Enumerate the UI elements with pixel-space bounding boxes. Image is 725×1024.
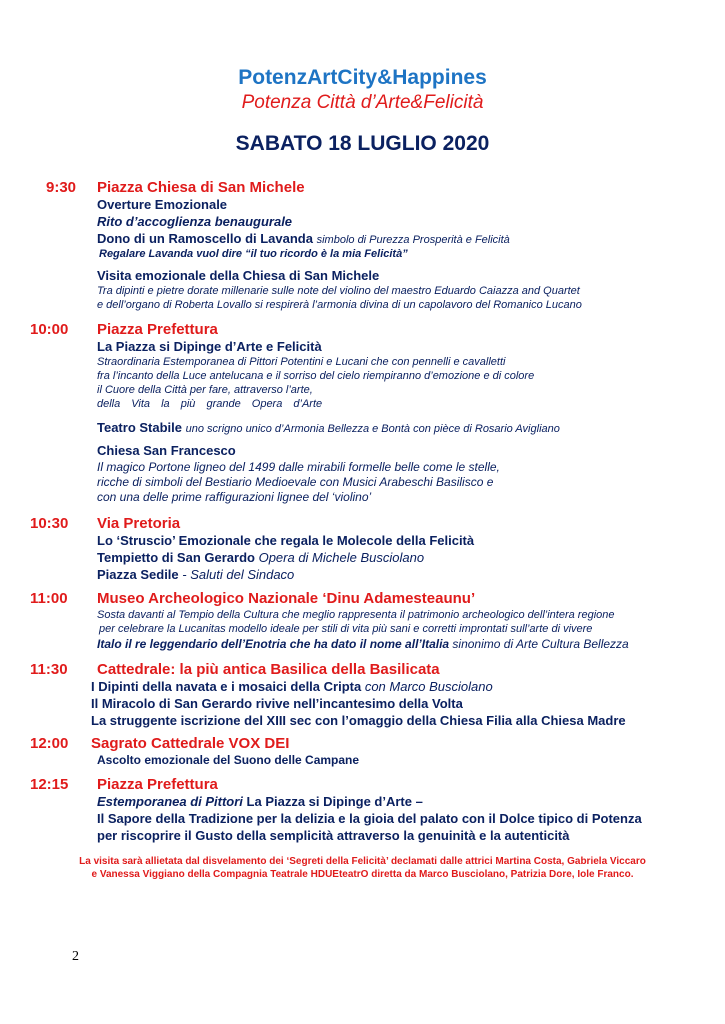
time-1200: 12:00: [30, 735, 69, 752]
line-1130-3: La struggente iscrizione del XIII sec con l’omaggio della Chiesa Filia alla Chiesa Madre: [91, 713, 626, 728]
line-930-3: Dono di un Ramoscello di Lavanda simbolo di Purezza Prosperità e Felicità: [97, 231, 510, 246]
line-1215-1: [97, 794, 423, 809]
line-1130-1-desc: con Marco Busciolano: [364, 679, 493, 694]
time-1030: 10:30: [30, 515, 69, 532]
line-1000-1: La Piazza si Dipinge d’Arte e Felicità: [97, 339, 322, 354]
line-930-5: Visita emozionale della Chiesa di San Michele: [97, 268, 380, 283]
line-1030-2: Tempietto di San Gerardo Opera di Michele Busciolano: [97, 550, 425, 565]
line-1000-3: fra l’incanto della Luce antelucana e il sorriso del cielo riempiranno d’emozione e di colore: [97, 370, 535, 382]
line-1030-1: Lo ‘Struscio’ Emozionale che regala le Molecole della Felicità: [97, 533, 475, 548]
page-title: PotenzArtCity&Happines: [238, 66, 487, 89]
place-930: Piazza Chiesa di San Michele: [97, 179, 305, 196]
time-1000: 10:00: [30, 321, 69, 338]
line-1215-2: Il Sapore della Tradizione per la delizia e la gioia del palato con il Dolce tipico di Potenza: [97, 811, 642, 826]
line-930-3-desc: simbolo di Purezza Prosperità e Felicità: [316, 234, 510, 246]
line-930-1: Overture Emozionale: [97, 197, 228, 212]
footer-line-1: La visita sarà allietata dal disvelamento dei ‘Segreti della Felicità’ declamati dalle attrici Martina Costa, Gabriela Viccaro: [79, 856, 646, 867]
line-1130-2: Il Miracolo di San Gerardo rivive nell’incantesimo della Volta: [91, 696, 463, 711]
place-1000: Piazza Prefettura: [97, 321, 218, 338]
line-1000-5: della Vita la più grande Opera d’Arte: [97, 398, 323, 410]
line-930-6: Tra dipinti e pietre dorate millenarie sulle note del violino del maestro Eduardo Caiazza and Quartet: [97, 285, 580, 297]
line-1000-7: Chiesa San Francesco: [97, 443, 236, 458]
place-1215: Piazza Prefettura: [97, 776, 218, 793]
line-1100-2: per celebrare la Lucanitas modello ideale per stili di vita più sani e corretti improntati sull’arte di vivere: [99, 623, 593, 635]
place-1130: Cattedrale: la più antica Basilica della Basilicata: [97, 661, 440, 678]
line-1100-3: Italo il re leggendario dell’Enotria che ha dato il nome all’Italia sinonimo di Arte Cultura Bellezza: [97, 637, 629, 651]
event-date: SABATO 18 LUGLIO 2020: [235, 132, 490, 155]
line-1000-8: Il magico Portone ligneo del 1499 dalle mirabili formelle belle come le stelle,: [97, 460, 500, 474]
line-1000-4: il Cuore della Città per fare, attraverso l’arte,: [97, 384, 313, 396]
page-number: 2: [72, 949, 79, 964]
line-1000-6: Teatro Stabile uno scrigno unico d’Armonia Bellezza e Bontà con pièce di Rosario Avigliano: [97, 420, 560, 435]
time-1130: 11:30: [30, 661, 68, 678]
time-1215: 12:15: [30, 776, 69, 793]
place-1200: Sagrato Cattedrale VOX DEI: [91, 735, 290, 752]
line-1200-1: Ascolto emozionale del Suono delle Campane: [97, 753, 360, 767]
line-930-2: Rito d’accoglienza benaugurale: [97, 214, 293, 229]
footer-line-2: e Vanessa Viggiano della Compagnia Teatrale HDUEteatrO diretta da Marco Busciolano, Patrizia Dore, Iole Franco.: [91, 869, 634, 880]
line-1000-10: con una delle prime raffigurazioni lignee del ‘violino’: [97, 490, 372, 504]
place-1100: Museo Archeologico Nazionale ‘Dinu Adamesteaunu’: [97, 590, 476, 607]
line-930-7: e dell’organo di Roberta Lovallo si respirerà l’armonia divina di un capolavoro del Romanico Lucano: [97, 299, 582, 311]
line-1100-1: Sosta davanti al Tempio della Cultura che meglio rappresenta il patrimonio archeologico dell’intera regione: [97, 609, 615, 621]
page-subtitle: Potenza Città d’Arte&Felicità: [241, 92, 484, 113]
place-1030: Via Pretoria: [97, 515, 181, 532]
line-1130-1: I Dipinti della navata e i mosaici della Cripta con Marco Busciolano: [91, 679, 493, 694]
line-1030-2-desc: Opera di Michele Busciolano: [258, 550, 425, 565]
line-1000-9: ricche di simboli del Bestiario Medioevale con Musici Arabeschi Basilisco e: [97, 475, 494, 489]
line-1215-1b: La Piazza si Dipinge d’Arte –: [246, 794, 423, 809]
line-1030-3: Piazza Sedile - Saluti del Sindaco: [97, 567, 295, 582]
line-1000-2: Straordinaria Estemporanea di Pittori Potentini e Lucani che con pennelli e cavalletti: [97, 356, 506, 368]
time-1100: 11:00: [30, 590, 68, 607]
line-1030-3-desc: - Saluti del Sindaco: [182, 567, 295, 582]
line-1000-6-desc: uno scrigno unico d’Armonia Bellezza e Bontà con pièce di Rosario Avigliano: [185, 423, 560, 435]
line-1100-3-desc: sinonimo di Arte Cultura Bellezza: [452, 637, 629, 651]
time-930: 9:30: [46, 179, 77, 196]
line-930-4: Regalare Lavanda vuol dire “il tuo ricordo è la mia Felicità”: [99, 248, 408, 260]
line-1215-3: per riscoprire il Gusto della semplicità attraverso la genuinità e la autenticità: [97, 828, 570, 843]
line-1215-1a: Estemporanea di Pittori: [97, 794, 243, 809]
